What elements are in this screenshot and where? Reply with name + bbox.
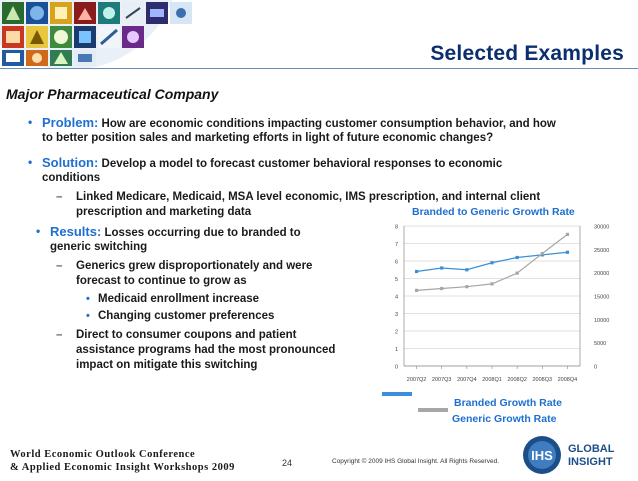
page-number: 24	[282, 458, 293, 468]
mosaic-tile-8	[170, 2, 192, 24]
problem-text-line1: How are economic conditions impacting customer consumption behavior, and how	[101, 118, 556, 130]
mosaic-tile-7	[146, 2, 168, 24]
y-left-tick-label: 3	[394, 312, 398, 318]
results-sub1-item-1-text: Medicaid enrollment increase	[98, 293, 260, 305]
mosaic-tile-18	[74, 50, 96, 66]
legend-generic-swatch	[418, 408, 448, 412]
mosaic-tile-5	[98, 2, 120, 24]
chart-title: Branded to Generic Growth Rate	[412, 206, 575, 218]
x-tick-label: 2008Q1	[482, 377, 502, 383]
bullet-dot-icon: •	[36, 224, 41, 238]
logo-insight-text: INSIGHT	[568, 456, 613, 468]
results-sub1-line1: Generics grew disproportionately and were	[76, 260, 313, 272]
bullet-dot-icon: •	[86, 293, 90, 305]
mosaic-tile-13	[98, 26, 120, 48]
results-sub1-line2: forecast to continue to grow as	[76, 275, 247, 287]
mosaic-tile-14	[122, 26, 144, 48]
y-left-tick-label: 2	[394, 329, 398, 336]
y-left-tick-label: 0	[394, 364, 398, 371]
mosaic-tile-4	[74, 2, 96, 24]
mosaic-tile-9	[2, 26, 24, 48]
solution-text-line1: Develop a model to forecast customer behavioral responses to economic	[101, 158, 503, 170]
x-tick-label: 2008Q3	[532, 377, 553, 383]
legend-branded-swatch	[382, 392, 412, 396]
data-point-generic	[516, 272, 519, 275]
mosaic-tile-15	[2, 50, 24, 66]
problem-bullet	[28, 115, 556, 132]
results-label: Results:	[50, 224, 102, 239]
results-sub2-line3: impact on mitigate this switching	[76, 359, 258, 371]
mosaic-tile-10	[26, 26, 48, 48]
logo-global-text: GLOBAL	[568, 443, 615, 455]
results-sub1	[56, 259, 313, 274]
data-point-branded	[490, 261, 493, 264]
y-right-tick-label: 25000	[594, 247, 610, 254]
logo-ihs-text: IHS	[531, 448, 553, 463]
ihs-global-insight-logo	[522, 434, 634, 476]
data-point-branded	[566, 251, 569, 254]
y-right-tick-label: 0	[594, 364, 598, 371]
mosaic-tile-11	[50, 26, 72, 48]
results-sub1-item-1	[86, 292, 260, 307]
legend-generic	[418, 413, 556, 425]
solution-sub-line2: prescription and marketing data	[76, 206, 252, 218]
mosaic-tile-6	[122, 2, 144, 24]
conference-line-2: & Applied Economic Insight Workshops 2009	[10, 462, 235, 473]
x-tick-label: 2007Q3	[431, 377, 452, 383]
mosaic-tile-12	[74, 26, 96, 48]
legend-branded-label: Branded Growth Rate	[454, 397, 562, 409]
icon-mosaic-banner	[0, 0, 230, 68]
data-point-generic	[541, 252, 544, 255]
mosaic-tile-2	[26, 2, 48, 24]
y-left-tick-label: 5	[394, 277, 398, 283]
conference-line-1: World Economic Outlook Conference	[10, 449, 196, 460]
data-point-generic	[415, 289, 418, 292]
results-sub1-item-2	[86, 309, 275, 324]
x-tick-label: 2008Q2	[507, 377, 527, 383]
data-point-branded	[465, 268, 468, 271]
data-point-generic	[465, 285, 468, 288]
x-tick-label: 2008Q4	[557, 377, 578, 383]
data-point-branded	[415, 270, 418, 273]
mosaic-tile-1	[2, 2, 24, 24]
y-left-tick-label: 4	[394, 294, 398, 301]
x-tick-label: 2007Q2	[406, 377, 427, 383]
mosaic-tile-3	[50, 2, 72, 24]
results-text-line1: Losses occurring due to branded to	[104, 227, 301, 239]
solution-sub-item	[56, 190, 541, 205]
results-text-line2: generic switching	[50, 241, 148, 253]
dash-icon: –	[56, 260, 63, 272]
slide-title: Selected Examples	[430, 42, 624, 65]
y-left-tick-label: 7	[394, 242, 398, 248]
title-divider	[0, 68, 638, 69]
results-sub2-line1: Direct to consumer coupons and patient	[76, 329, 297, 341]
bullet-dot-icon: •	[28, 115, 33, 129]
copyright-text: Copyright © 2009 IHS Global Insight. All Rights Reserved.	[332, 458, 500, 465]
results-bullet	[36, 224, 301, 241]
solution-bullet	[28, 155, 503, 172]
y-left-tick-label: 8	[394, 224, 398, 231]
y-right-tick-label: 5000	[594, 341, 607, 348]
y-left-tick-label: 1	[394, 347, 398, 353]
legend-generic-label: Generic Growth Rate	[452, 413, 557, 425]
data-point-generic	[440, 287, 443, 290]
solution-text-line2: conditions	[42, 172, 101, 184]
problem-label: Problem:	[42, 115, 99, 130]
data-point-generic	[490, 282, 493, 285]
y-right-tick-label: 30000	[594, 224, 610, 231]
dash-icon: –	[56, 329, 63, 341]
data-point-branded	[440, 266, 443, 269]
dash-icon: –	[56, 191, 63, 203]
results-sub1-item-2-text: Changing customer preferences	[98, 310, 275, 322]
solution-label: Solution:	[42, 155, 99, 170]
data-point-branded	[516, 256, 519, 259]
mosaic-tile-17	[50, 50, 72, 66]
slide-subtitle: Major Pharmaceutical Company	[6, 86, 219, 102]
problem-text-line2: to better position sales and marketing efforts in light of future economic changes?	[42, 132, 494, 144]
results-sub2	[56, 328, 297, 343]
y-right-tick-label: 15000	[594, 294, 610, 301]
mosaic-tile-16	[26, 50, 48, 66]
bullet-dot-icon: •	[86, 310, 90, 322]
bullet-dot-icon: •	[28, 155, 33, 169]
growth-rate-chart	[380, 220, 620, 392]
y-right-tick-label: 20000	[594, 271, 610, 278]
y-right-tick-label: 10000	[594, 317, 610, 324]
results-sub2-line2: assistance programs had the most pronounced	[76, 344, 336, 356]
x-tick-label: 2007Q4	[457, 377, 477, 383]
solution-sub-line1: Linked Medicare, Medicaid, MSA level economic, IMS prescription, and internal client	[76, 191, 541, 203]
data-point-generic	[566, 233, 569, 236]
y-left-tick-label: 6	[394, 259, 398, 266]
